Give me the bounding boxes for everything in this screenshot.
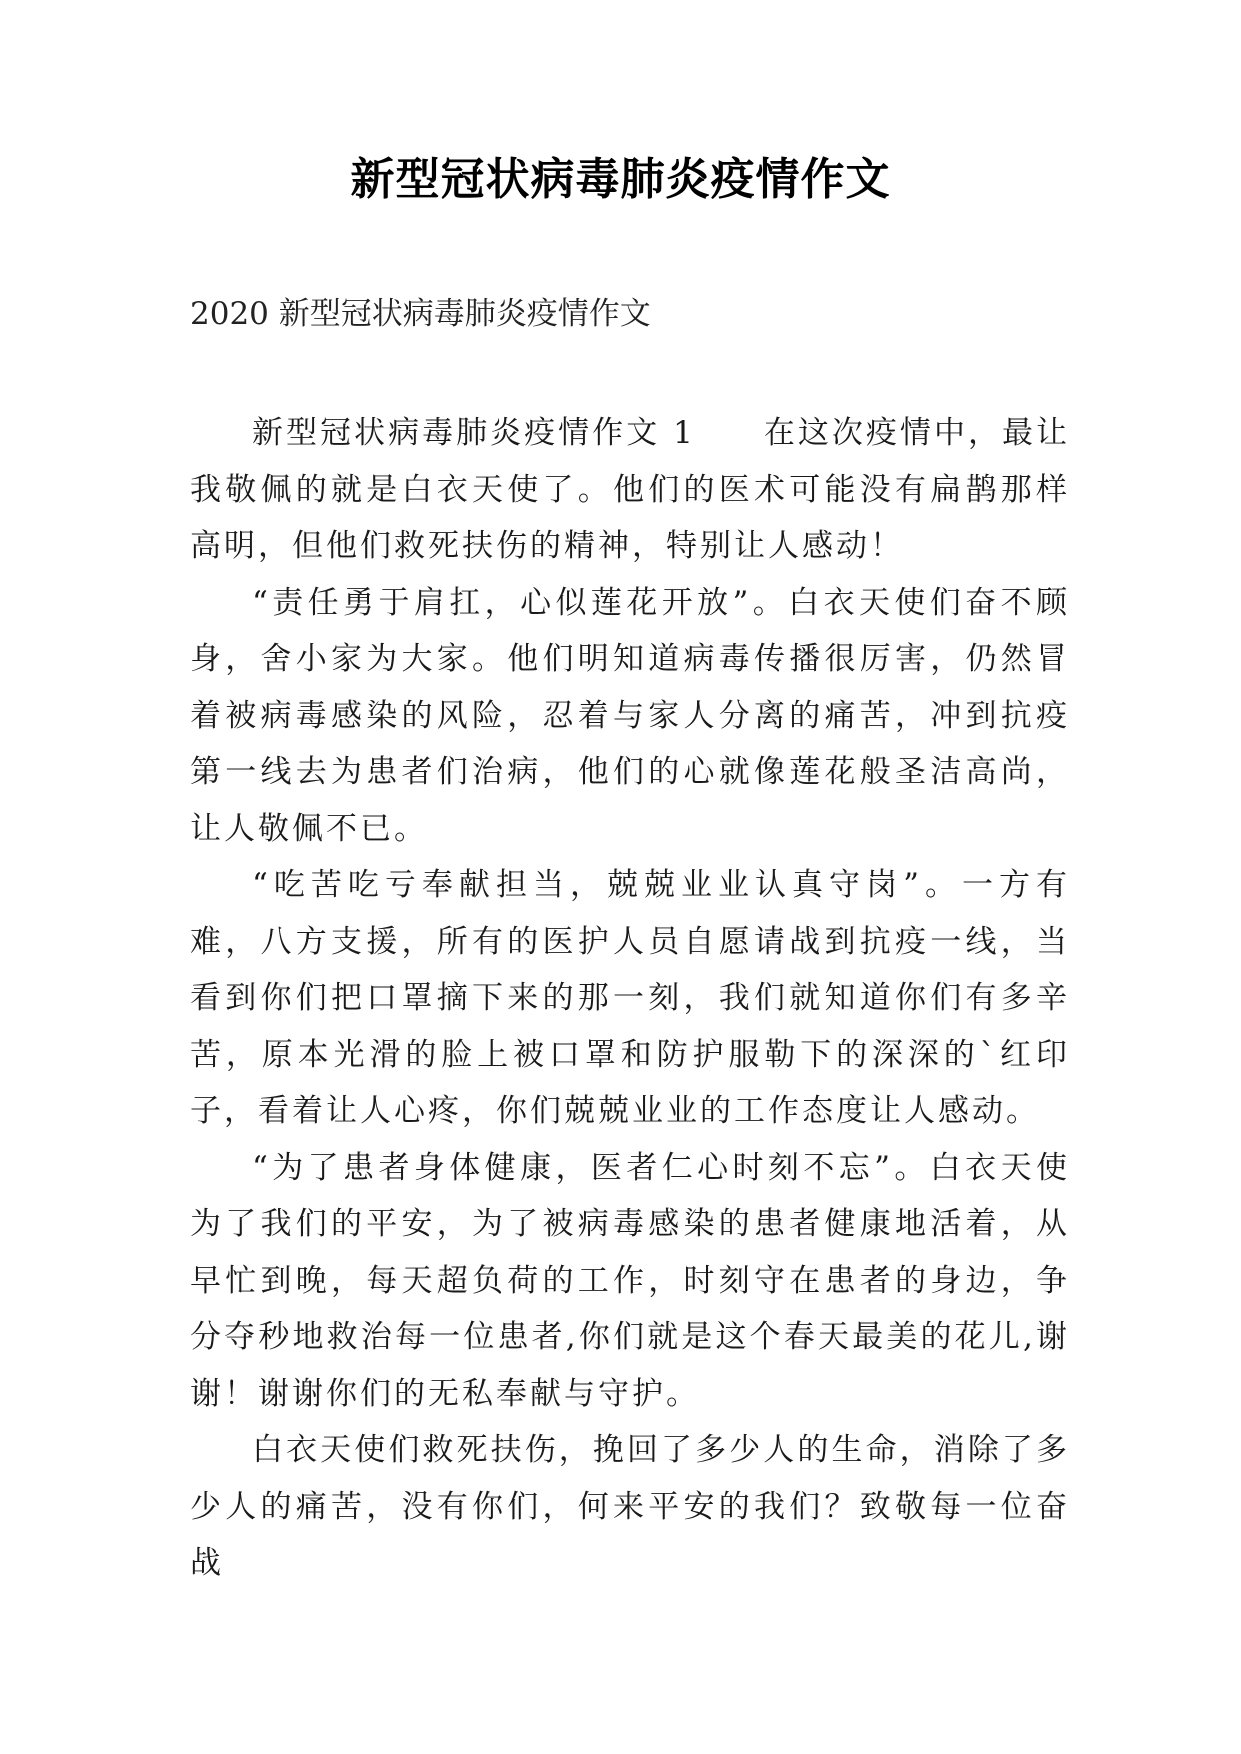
paragraph-2: “责任勇于肩扛，心似莲花开放”。白衣天使们奋不顾身，舍小家为大家。他们明知道病毒传播很厉害，仍然冒着被病毒感染的风险，忍着与家人分离的痛苦，冲到抗疫第一线去为患者们治病，他们的心就像莲花般圣洁高尚，让人敬佩不已。: [190, 584, 1070, 847]
paragraph-1: 新型冠状病毒肺炎疫情作文 1 在这次疫情中，最让我敬佩的就是白衣天使了。他们的医术可能没有扁鹊那样高明，但他们救死扶伤的精神，特别让人感动！: [190, 415, 1070, 564]
paragraph-4: “为了患者身体健康，医者仁心时刻不忘”。白衣天使为了我们的平安，为了被病毒感染的患者健康地活着，从早忙到晚，每天超负荷的工作，时刻守在患者的身边，争分夺秒地救治每一位患者,你们就是这个春天最美的花儿,谢谢！谢谢你们的无私奉献与守护。: [190, 1149, 1070, 1412]
paragraph-3: “吃苦吃亏奉献担当，兢兢业业认真守岗”。一方有难，八方支援，所有的医护人员自愿请战到抗疫一线，当看到你们把口罩摘下来的那一刻，我们就知道你们有多辛苦，原本光滑的脸上被口罩和防护服勒下的深深的`红印子，看着让人心疼，你们兢兢业业的工作态度让人感动。: [190, 867, 1070, 1129]
paragraph-5: 白衣天使们救死扶伤，挽回了多少人的生命，消除了多少人的痛苦，没有你们，何来平安的我们？致敬每一位奋战: [190, 1432, 1070, 1581]
document-body: [190, 405, 1070, 1592]
document-title: 新型冠状病毒肺炎疫情作文: [350, 154, 891, 205]
document-subtitle: 2020 新型冠状病毒肺炎疫情作文: [190, 296, 651, 332]
